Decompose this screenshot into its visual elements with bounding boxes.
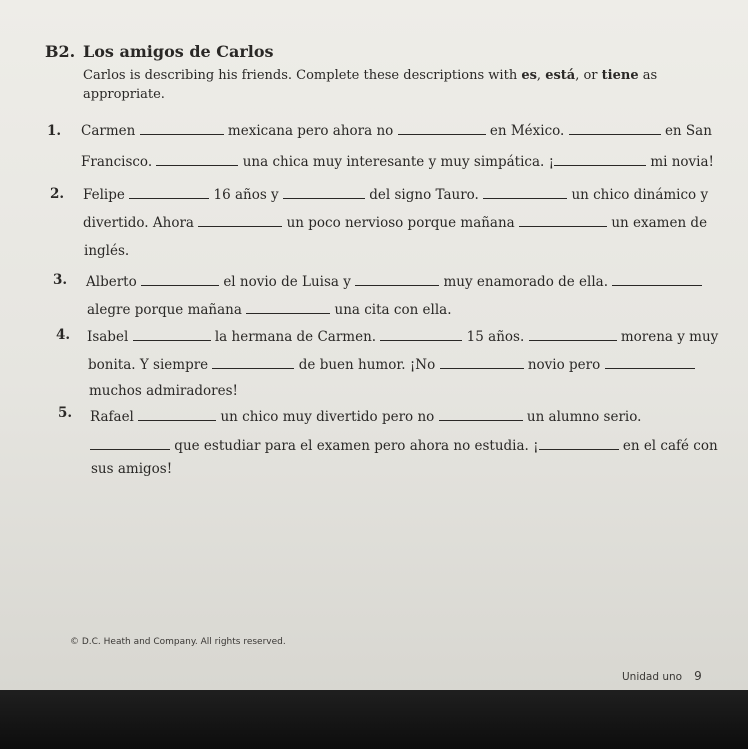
item-number-5: 5. [58, 405, 73, 421]
instructions-text: Carlos is describing his friends. Complete these descriptions with [83, 68, 522, 83]
sentence-text: Isabel [87, 329, 129, 345]
sentence-text: un examen de [611, 215, 708, 231]
sentence-text: Alberto [86, 274, 137, 290]
item-3-line-2 [87, 302, 452, 318]
answer-blank[interactable] [138, 409, 216, 421]
sentence-text: 16 años y [213, 187, 279, 203]
sentence-text: en México. [489, 123, 565, 139]
item-4-line-3 [89, 383, 238, 399]
sentence-text: un chico muy divertido pero no [220, 409, 435, 425]
sentence-text: sus amigos! [91, 461, 173, 477]
sentence-text: un chico dinámico y [571, 187, 709, 203]
page-footer [622, 669, 702, 683]
answer-blank[interactable] [569, 123, 661, 135]
answer-blank[interactable] [398, 123, 486, 135]
sentence-text: la hermana de Carmen. [214, 329, 377, 345]
answer-blank[interactable] [519, 215, 607, 227]
answer-blank[interactable] [440, 357, 524, 369]
sentence-text: una cita con ella. [334, 302, 452, 318]
item-1-line-1 [81, 123, 712, 139]
keyword-esta: está [545, 68, 576, 83]
answer-blank[interactable] [133, 329, 211, 341]
section-number: B2. [45, 42, 76, 61]
desk-background [0, 690, 748, 749]
item-5-line-1 [90, 409, 641, 425]
instructions-sep: , [536, 68, 546, 83]
answer-blank[interactable] [90, 438, 170, 450]
sentence-text: una chica muy interesante y muy simpática. ¡ [242, 154, 555, 170]
keyword-tiene: tiene [601, 68, 639, 83]
sentence-text: divertido. Ahora [83, 215, 194, 231]
item-2-line-3 [84, 243, 129, 259]
sentence-text: que estudiar para el examen pero ahora no estudia. ¡ [174, 438, 539, 454]
answer-blank[interactable] [246, 302, 330, 314]
instructions-sep: , or [575, 68, 602, 83]
sentence-text: mexicana pero ahora no [227, 123, 394, 139]
answer-blank[interactable] [612, 274, 702, 286]
sentence-text: en San [664, 123, 712, 139]
item-2-line-2 [83, 215, 707, 231]
answer-blank[interactable] [212, 357, 294, 369]
unit-label: Unidad uno [622, 671, 683, 683]
sentence-text: un poco nervioso porque mañana [286, 215, 515, 231]
section-heading [45, 42, 274, 61]
answer-blank[interactable] [605, 357, 695, 369]
sentence-text: un alumno serio. [526, 409, 642, 425]
sentence-text: del signo Tauro. [369, 187, 479, 203]
instructions-text: as [638, 68, 658, 83]
item-2-line-1 [83, 187, 708, 203]
item-number-4: 4. [56, 327, 71, 343]
sentence-text: de buen humor. ¡No [298, 357, 436, 373]
answer-blank[interactable] [283, 187, 365, 199]
item-number-3: 3. [53, 272, 68, 288]
sentence-text: muchos admiradores! [89, 383, 238, 399]
sentence-text: mi novia! [650, 154, 714, 170]
sentence-text: el novio de Luisa y [223, 274, 351, 290]
page-number: 9 [694, 669, 702, 683]
sentence-text: 15 años. [466, 329, 525, 345]
item-1-line-2 [81, 154, 714, 170]
answer-blank[interactable] [129, 187, 209, 199]
sentence-text: bonita. Y siempre [88, 357, 209, 373]
item-4-line-2 [88, 357, 695, 373]
sentence-text: alegre porque mañana [87, 302, 242, 318]
sentence-text: Francisco. [81, 154, 153, 170]
answer-blank[interactable] [380, 329, 462, 341]
sentence-text: Carmen [81, 123, 136, 139]
instructions-text: appropriate. [83, 87, 165, 102]
sentence-text: morena y muy [620, 329, 719, 345]
sentence-text: muy enamorado de ella. [443, 274, 609, 290]
answer-blank[interactable] [529, 329, 617, 341]
sentence-text: inglés. [84, 243, 130, 259]
answer-blank[interactable] [554, 154, 646, 166]
item-3-line-1 [86, 274, 702, 290]
answer-blank[interactable] [140, 123, 224, 135]
item-5-line-2 [90, 438, 718, 454]
sentence-text: novio pero [527, 357, 601, 373]
answer-blank[interactable] [355, 274, 439, 286]
item-4-line-1 [87, 329, 718, 345]
item-5-line-3 [91, 461, 172, 477]
sentence-text: Felipe [83, 187, 125, 203]
sentence-text: Rafael [90, 409, 134, 425]
item-number-2: 2. [50, 186, 65, 202]
instructions [83, 66, 703, 104]
sentence-text: en el café con [622, 438, 718, 454]
answer-blank[interactable] [156, 154, 238, 166]
section-title: Los amigos de Carlos [83, 42, 274, 61]
item-number-1: 1. [47, 123, 62, 139]
answer-blank[interactable] [141, 274, 219, 286]
answer-blank[interactable] [198, 215, 282, 227]
answer-blank[interactable] [439, 409, 523, 421]
answer-blank[interactable] [539, 438, 619, 450]
answer-blank[interactable] [483, 187, 567, 199]
copyright-notice: © D.C. Heath and Company. All rights reserved. [70, 637, 286, 647]
keyword-es: es [521, 68, 537, 83]
